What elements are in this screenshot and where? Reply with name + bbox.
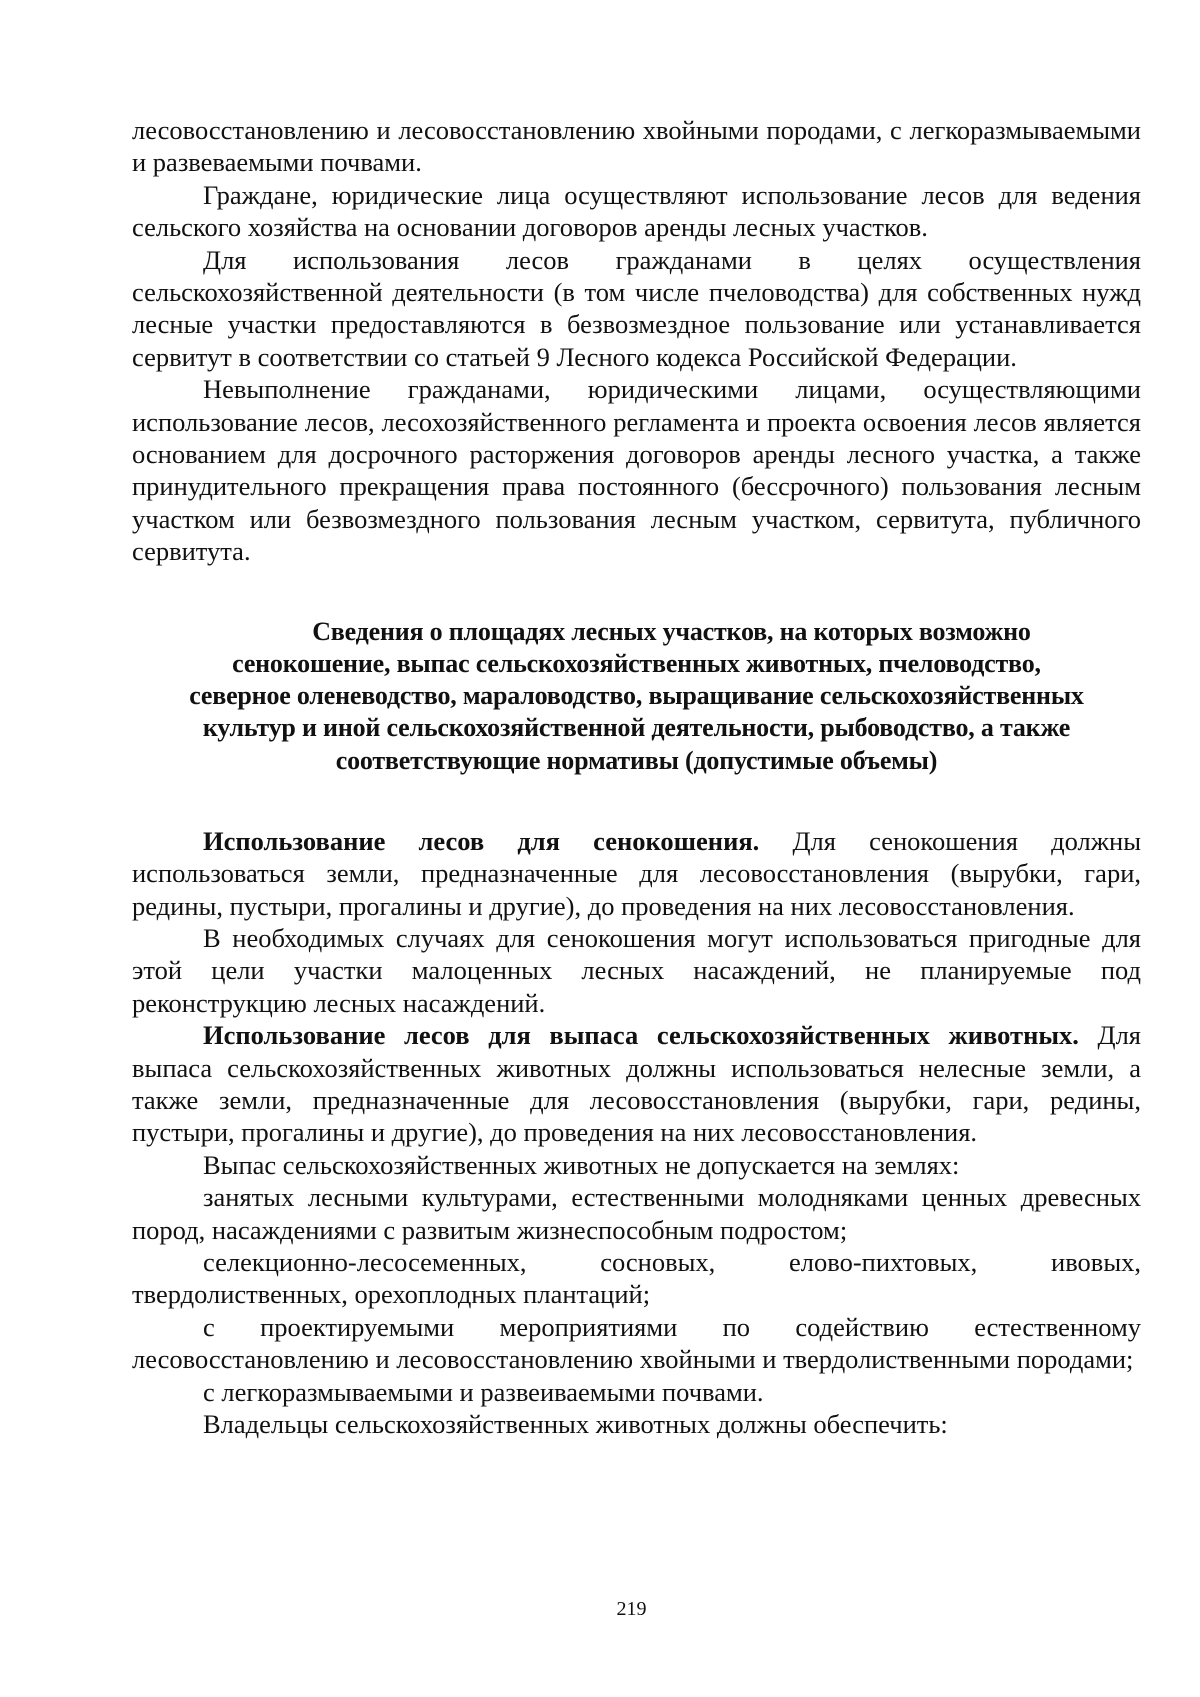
paragraph-free-use: Для использования лесов гражданами в целях осуществления сельскохозяйственной деятельности (в том числе пчеловодства) для собственных нужд лесные участки предоставляются в безвозмездное пользование или устанавливается сервитут в соответствии со статьей 9 Лесного кодекса Российской Федерации. (132, 244, 1141, 372)
paragraph-owners: Владельцы сельскохозяйственных животных должны обеспечить: (203, 1409, 948, 1440)
section-heading-line: соответствующие нормативы (допустимые объемы) (335, 745, 938, 775)
haymaking-text: Для сенокошения должны использоваться земли, предназначенные для лесовосстановления (вырубки, гари, редины, пустыри, прогалины и другие), до проведения на них лесовосстановления. (132, 825, 1141, 921)
page-number: 219 (616, 1598, 647, 1620)
paragraph-continuation: лесовосстановлению и лесовосстановлению хвойными породами, с легкоразмываемыми и развеваемыми почвами. (132, 115, 1141, 178)
section-heading-line: культур и иной сельскохозяйственной деятельности, рыбоводство, а также (202, 713, 1071, 743)
document-page (132, 114, 1141, 1440)
list-item-soils: с легкоразмываемыми и развеиваемыми почвами. (203, 1376, 764, 1407)
section-heading (132, 616, 1141, 777)
paragraph-haymaking-cases: В необходимых случаях для сенокошения могут использоваться пригодные для этой цели участки малоценных лесных насаждений, не планируемые под реконструкцию лесных насаждений. (132, 922, 1141, 1018)
paragraph-termination: Невыполнение гражданами, юридическими лицами, осуществляющими использование лесов, лесохозяйственного регламента и проекта освоения лесов является основанием для досрочного расторжения договоров аренды лесного участка, а также принудительного прекращения права постоянного (бессрочного) пользования лесным участком или безвозмездного пользования лесным участком, сервитута, публичного сервитута. (132, 374, 1141, 567)
paragraph-grazing-prohibited: Выпас сельскохозяйственных животных не допускается на землях: (203, 1149, 960, 1180)
grazing-text: Для выпаса сельскохозяйственных животных должны использоваться нелесные земли, а также земли, предназначенные для лесовосстановления (вырубки, гари, редины, пустыри, прогалины и другие), до проведения на них лесовосстановления. (132, 1020, 1141, 1148)
list-item-crops: занятых лесными культурами, естественными молодняками ценных древесных пород, насаждениями с развитым жизнеспособным подростом; (132, 1182, 1141, 1245)
haymaking-lead: Использование лесов для сенокошения. (203, 825, 760, 856)
section-heading-line: Сведения о площадях лесных участков, на которых возможно (312, 616, 1031, 646)
paragraph-grazing (132, 1019, 1141, 1149)
paragraph-haymaking (132, 825, 1141, 922)
grazing-lead: Использование лесов для выпаса сельскохозяйственных животных. (203, 1020, 1079, 1051)
list-item-reforestation: с проектируемыми мероприятиями по содействию естественному лесовосстановлению и лесовосстановлению хвойными и твердолиственными породами; (132, 1311, 1141, 1375)
section-heading-line: сенокошение, выпас сельскохозяйственных животных, пчеловодство, (232, 648, 1041, 678)
list-item-plantations: селекционно-лесосеменных, сосновых, елово-пихтовых, ивовых, твердолиственных, орехоплодных плантаций; (132, 1246, 1141, 1310)
paragraph-agriculture-lease: Граждане, юридические лица осуществляют использование лесов для ведения сельского хозяйства на основании договоров аренды лесных участков. (132, 179, 1141, 243)
section-heading-line: северное оленеводство, мараловодство, выращивание сельскохозяйственных (189, 681, 1084, 711)
